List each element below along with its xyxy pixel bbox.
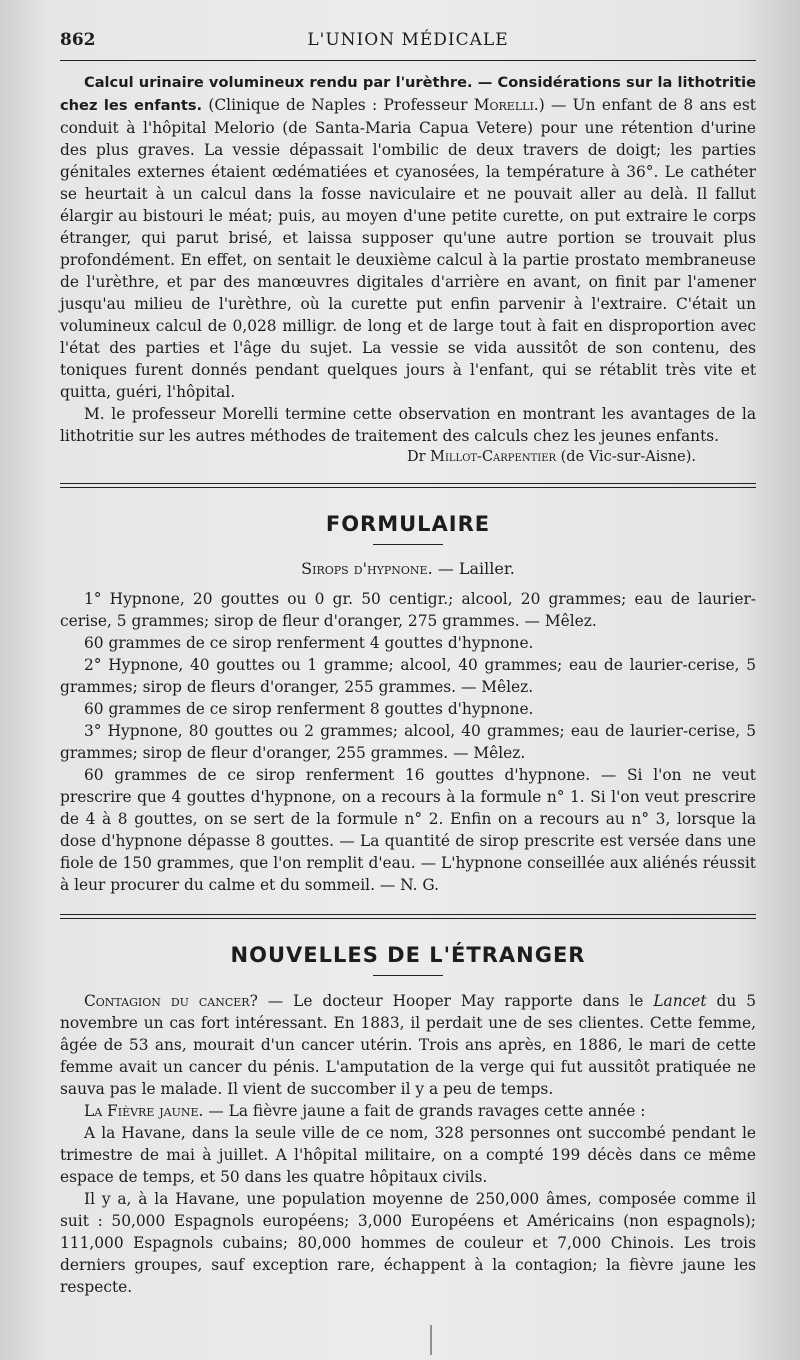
journal-title: L'UNION MÉDICALE bbox=[307, 30, 509, 50]
article-calcul-body: .) — Un enfant de 8 ans est conduit à l'hôpital Melorio (de Santa-Maria Capua Vetere) pour une rétention d'urine des plus graves. La vessie dépassait l'ombilic de deux travers de doigt; les parties génitales externes étaient œdématiées et cyanosées, la température à 36°. Le cathéter se heurtait à un calcul dans la fosse naviculaire et ne pouvait aller au delà. Il fallut élargir au bistouri le méat; puis, au moyen d'une petite curette, on put extraire le corps étranger, qui parut brisé, et laissa supposer qu'une autre portion se trouvait plus profondément. En effet, on sentait le deuxième calcul à la partie prostato membraneuse de l'urèthre, et par des manœuvres digitales d'arrière en avant, on finit par l'amener jusqu'au milieu de l'urèthre, où la curette put enfin parvenir à l'extraire. C'était un volumineux calcul de 0,028 milligr. de long et de large tout à fait en disproportion avec l'état des parties et l'âge du sujet. La vessie se vida aussitôt de son contenu, des toniques furent donnés pendant quelques jours à l'enfant, qui se rétablit très vite et quitta, guéri, l'hôpital. bbox=[60, 96, 756, 401]
subtitle-topic: Sirops d'hypnone. — bbox=[301, 559, 459, 578]
section-divider bbox=[60, 483, 756, 488]
news-fever-label: La Fièvre jaune. bbox=[84, 1102, 204, 1120]
formulaire-title: FORMULAIRE bbox=[325, 512, 491, 536]
ink-mark bbox=[430, 1325, 432, 1355]
clinic-prefix: (Clinique de Naples : Professeur bbox=[208, 96, 474, 114]
subtitle-author: Lailler. bbox=[458, 559, 515, 578]
professor-name: Morelli bbox=[473, 96, 534, 114]
news-cancer-paragraph bbox=[60, 990, 756, 1100]
signature bbox=[60, 449, 756, 465]
recipe-list bbox=[60, 588, 756, 896]
section-divider-2 bbox=[60, 914, 756, 919]
formulaire-title-rule bbox=[373, 544, 443, 545]
news-havane-paragraph: A la Havane, dans la seule ville de ce nom, 328 personnes ont succombé pendant le trimestre de mai à juillet. A l'hôpital militaire, on a compté 199 décès dans ce même espace de temps, et 50 dans les quatre hôpitaux civils. bbox=[60, 1124, 756, 1186]
news-cancer-label: Contagion du cancer? bbox=[84, 992, 258, 1010]
signature-title: Dr bbox=[406, 449, 431, 465]
article-calcul-paragraph bbox=[60, 71, 756, 403]
recipe-2: 2° Hypnone, 40 gouttes ou 1 gramme; alcool, 40 grammes; eau de laurier-cerise, 5 grammes; sirop de fleurs d'oranger, 255 grammes. — Mêlez. bbox=[60, 656, 756, 696]
article-calcul-title: Calcul urinaire volumineux rendu par l'urèthre. — Considérations sur la lithotritie chez les enfants. bbox=[60, 74, 756, 114]
news-fever-paragraph bbox=[60, 1100, 756, 1122]
journal-lancet: Lancet bbox=[653, 992, 707, 1010]
article-calcul-conclusion: M. le professeur Morelli termine cette observation en montrant les avantages de la lithotritie sur les autres méthodes de traitement des calculs chez les jeunes enfants. bbox=[60, 405, 756, 445]
news-cancer-text-rest: du 5 novembre un cas fort intéressant. En 1883, il perdait une de ses clientes. Cette femme, âgée de 53 ans, mourait d'un cancer utérin. Trois ans après, en 1886, le mari de cette femme avait un cancer du pénis. L'amputation de la verge qui fut aussitôt pratiquée ne sauva pas le malade. Il vient de succomber il y a peu de temps. bbox=[60, 992, 756, 1098]
news-fever-text: — La fièvre jaune a fait de grands ravages cette année : bbox=[203, 1102, 646, 1120]
page-number: 862 bbox=[60, 30, 96, 50]
signature-name: Millot-Carpentier bbox=[430, 449, 557, 465]
recipe-1: 1° Hypnone, 20 gouttes ou 0 gr. 50 centigr.; alcool, 20 grammes; eau de laurier-cerise, 5 grammes; sirop de fleur d'oranger, 275 grammes. — Mêlez. bbox=[60, 590, 756, 630]
recipe-3: 3° Hypnone, 80 gouttes ou 2 grammes; alcool, 40 grammes; eau de laurier-cerise, 5 grammes; sirop de fleur d'oranger, 255 grammes. — Mêlez. bbox=[60, 722, 756, 762]
formulaire-subtitle bbox=[60, 559, 756, 578]
nouvelles-title: NOUVELLES DE L'ÉTRANGER bbox=[230, 943, 586, 967]
news-cancer-text: — Le docteur Hooper May rapporte dans le bbox=[257, 992, 654, 1010]
news-population-paragraph: Il y a, à la Havane, une population moyenne de 250,000 âmes, composée comme il suit : 50,000 Espagnols européens; 3,000 Européens et Américains (non espagnols); 111,000 Espagnols cubains; 80,000 hommes de couleur et 7,000 Chinois. Les trois derniers groupes, sauf exception rare, échappent à la contagion; la fièvre jaune les respecte. bbox=[60, 1190, 756, 1296]
recipe-3-note: 60 grammes de ce sirop renferment 16 gouttes d'hypnone. — Si l'on ne veut prescrire que 4 gouttes d'hypnone, on a recours à la formule n° 1. Si l'on veut prescrire de 4 à 8 gouttes, on se sert de la formule n° 2. Enfin on a recours au n° 3, lorsque la dose d'hypnone dépasse 8 gouttes. — La quantité de sirop prescrite est versée dans une fiole de 150 grammes, que l'on remplit d'eau. — L'hypnone conseillée aux aliénés réussit à leur procurer du calme et du sommeil. — N. G. bbox=[60, 766, 756, 894]
signature-place: (de Vic-sur-Aisne). bbox=[556, 449, 696, 465]
recipe-1-note: 60 grammes de ce sirop renferment 4 gouttes d'hypnone. bbox=[84, 634, 534, 652]
nouvelles-title-rule bbox=[373, 975, 443, 976]
recipe-2-note: 60 grammes de ce sirop renferment 8 gouttes d'hypnone. bbox=[84, 700, 534, 718]
running-head bbox=[60, 22, 756, 56]
